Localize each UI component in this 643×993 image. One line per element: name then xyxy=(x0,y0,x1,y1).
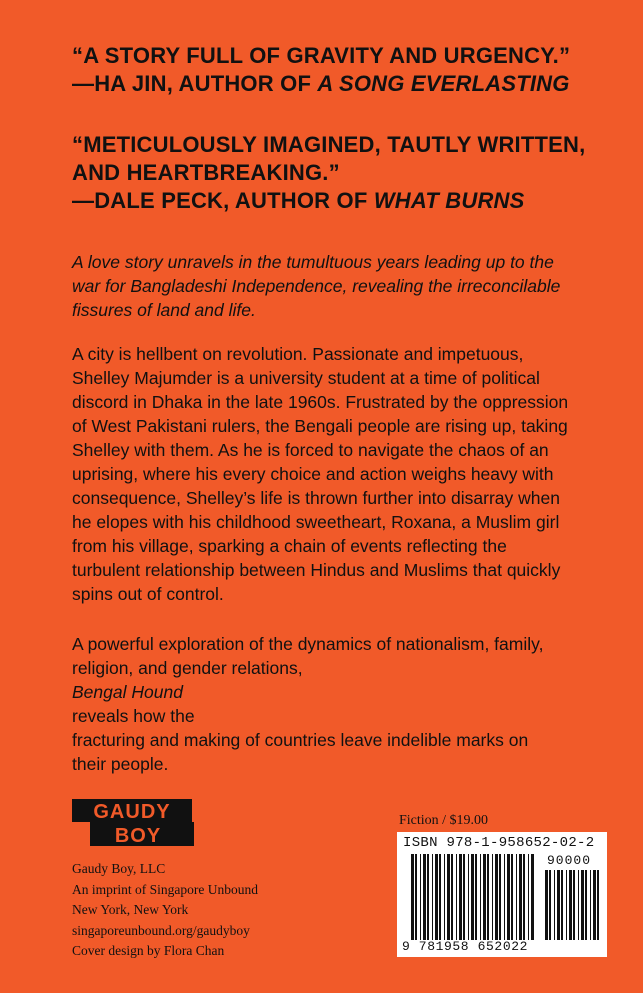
barcode-stripe xyxy=(492,854,493,940)
isbn-label: ISBN 978-1-958652-02-2 xyxy=(403,835,595,851)
barcode-digits: 9 781958 652022 xyxy=(402,939,529,954)
barcode-stripe xyxy=(483,854,486,940)
barcode-stripe xyxy=(456,854,457,940)
description-line: of West Pakistani rulers, the Bengali people are rising up, taking xyxy=(72,416,568,436)
tagline-line: A love story unravels in the tumultuous years leading up to the xyxy=(72,252,554,272)
attribution-author: —DALE PECK, AUTHOR OF xyxy=(72,188,374,213)
barcode-stripe xyxy=(531,854,534,940)
barcode-stripe xyxy=(504,854,505,940)
barcode-stripe xyxy=(432,854,433,940)
description-line: consequence, Shelley’s life is thrown further into disarray when xyxy=(72,488,560,508)
barcode-stripe xyxy=(561,870,563,940)
closing-prefix: religion, and gender relations, xyxy=(72,658,303,678)
barcode-stripe xyxy=(439,854,441,940)
description-line: A city is hellbent on revolution. Passionate and impetuous, xyxy=(72,344,524,364)
barcode-stripe xyxy=(590,870,591,940)
barcode-stripe xyxy=(468,854,469,940)
barcode-stripe xyxy=(480,854,481,940)
description-line: discord in Dhaka in the late 1960s. Frustrated by the oppression xyxy=(72,392,569,412)
barcode-stripe xyxy=(499,854,501,940)
barcode-stripe xyxy=(581,870,584,940)
attribution-work: WHAT BURNS xyxy=(373,188,525,213)
barcode-stripe xyxy=(495,854,498,940)
description-line: Shelley Majumder is a university student at a time of political xyxy=(72,368,540,388)
quote-text-line-1: “METICULOUSLY IMAGINED, TAUTLY WRITTEN, xyxy=(72,132,586,157)
barcode-stripe xyxy=(423,854,426,940)
barcode-stripe xyxy=(447,854,450,940)
closing-line xyxy=(72,656,602,728)
logo-line-1: GAUDY xyxy=(93,801,171,823)
closing-line: A powerful exploration of the dynamics of nationalism, family, xyxy=(72,634,544,654)
barcode-stripe xyxy=(585,870,587,940)
closing-line: fracturing and making of countries leave indelible marks on xyxy=(72,730,529,750)
closing-line: their people. xyxy=(72,754,169,774)
quote-text-line-2: AND HEARTBREAKING.” xyxy=(72,160,340,185)
barcode-stripe xyxy=(511,854,513,940)
barcode-stripe xyxy=(463,854,465,940)
description-line: he elopes with his childhood sweetheart, Roxana, a Muslim girl xyxy=(72,512,560,532)
attribution-author: —HA JIN, AUTHOR OF xyxy=(72,71,318,96)
barcode-stripe xyxy=(507,854,510,940)
quote-attribution xyxy=(72,187,585,215)
barcode-stripe xyxy=(557,870,560,940)
closing-paragraph xyxy=(72,632,602,776)
attribution-work: A SONG EVERLASTING xyxy=(317,71,570,96)
barcode-stripe xyxy=(549,870,551,940)
barcode-stripe xyxy=(435,854,438,940)
barcode-stripe xyxy=(593,870,596,940)
price-code: 90000 xyxy=(547,853,592,868)
barcode-stripe xyxy=(554,870,555,940)
barcode-stripe xyxy=(420,854,421,940)
price-label: Fiction / $19.00 xyxy=(399,813,489,828)
barcode-stripe xyxy=(523,854,525,940)
publisher-line: Gaudy Boy, LLC xyxy=(72,861,166,876)
barcode-stripe xyxy=(487,854,489,940)
publisher-line: An imprint of Singapore Unbound xyxy=(72,881,258,897)
barcode-stripe xyxy=(597,870,599,940)
barcode-stripe xyxy=(475,854,477,940)
gaudy-boy-logo xyxy=(72,797,194,847)
barcode-stripe xyxy=(444,854,445,940)
barcode-stripe xyxy=(459,854,462,940)
barcode-stripe xyxy=(528,854,529,940)
cover-credit: Cover design by Flora Chan xyxy=(72,943,225,958)
barcode-stripe xyxy=(519,854,522,940)
barcode-stripe xyxy=(578,870,579,940)
description-line: Shelley with them. As he is forced to navigate the chaos of an xyxy=(72,440,549,460)
isbn-barcode xyxy=(397,832,607,957)
description-line: turbulent relationship between Hindus and Muslims that quickly xyxy=(72,560,561,580)
quote-ha-jin xyxy=(72,42,570,98)
description-line: spins out of control. xyxy=(72,584,224,604)
closing-suffix: reveals how the xyxy=(72,706,195,726)
description xyxy=(72,342,602,606)
barcode-stripe xyxy=(411,854,414,940)
barcode-stripe xyxy=(415,854,417,940)
barcode-stripe xyxy=(516,854,517,940)
tagline-line: war for Bangladeshi Independence, revealing the irreconcilable xyxy=(72,276,561,296)
barcode-stripe xyxy=(569,870,572,940)
tagline xyxy=(72,250,592,322)
book-title: Bengal Hound xyxy=(72,682,183,702)
description-line: uprising, where his every choice and action weighs heavy with xyxy=(72,464,554,484)
tagline-line: fissures of land and life. xyxy=(72,300,256,320)
quote-text: “A STORY FULL OF GRAVITY AND URGENCY.” xyxy=(72,43,571,68)
publisher-url: singaporeunbound.org/gaudyboy xyxy=(72,922,250,938)
barcode-stripe xyxy=(451,854,453,940)
barcode-stripe xyxy=(545,870,548,940)
barcode-stripe xyxy=(471,854,474,940)
publisher-line: New York, New York xyxy=(72,902,189,917)
barcode-stripe xyxy=(573,870,575,940)
quote-dale-peck xyxy=(72,131,585,215)
quote-attribution xyxy=(72,70,570,98)
logo-line-2: BOY xyxy=(114,825,162,847)
description-line: from his village, sparking a chain of events reflecting the xyxy=(72,536,507,556)
barcode-stripe xyxy=(566,870,567,940)
publisher-info xyxy=(72,859,258,962)
barcode-stripe xyxy=(427,854,429,940)
